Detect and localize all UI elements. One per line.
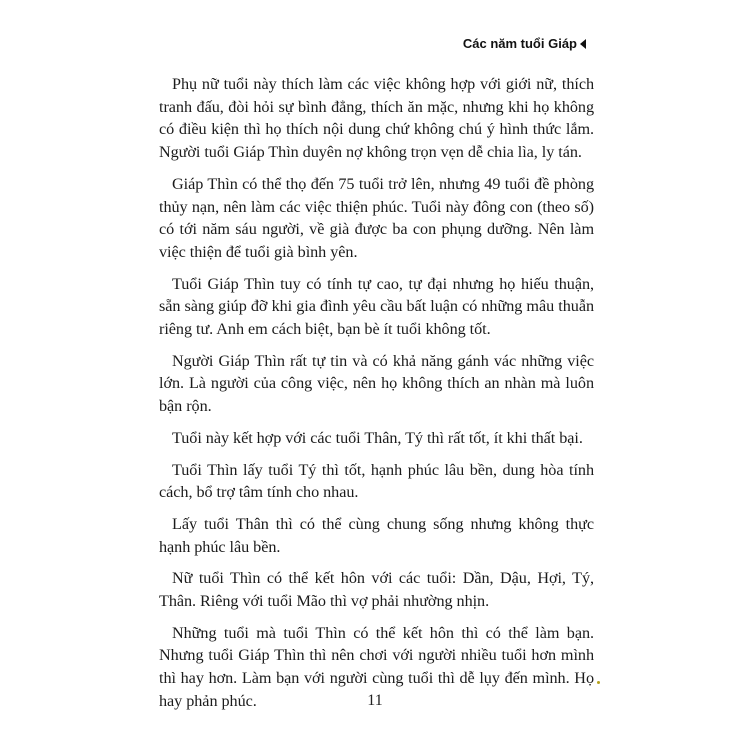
paragraph: Nữ tuổi Thìn có thể kết hôn với các tuổi: Dần, Dậu, Hợi, Tý, Thân. Riêng với tuổi Mão thì vợ phải nhường nhịn. xyxy=(159,569,594,611)
paragraph: Phụ nữ tuổi này thích làm các việc không hợp với giới nữ, thích tranh đấu, đòi hỏi sự bình đẳng, thích ăn mặc, nhưng khi họ không có điều kiện thì họ thích nội dung chứ không chú ý hình thức lắm. Người tuổi Giáp Thìn duyên nợ không trọn vẹn dễ chia lìa, ly tán. xyxy=(159,75,594,162)
paragraph: Giáp Thìn có thể thọ đến 75 tuổi trở lên, nhưng 49 tuổi đề phòng thủy nạn, nên làm các việc thiện phúc. Tuổi này đông con (theo số) có tới năm sáu người, về già được ba con phụng dưỡng. Nên làm việc thiện để tuổi già bình yên. xyxy=(159,174,594,261)
paragraph: Những tuổi mà tuổi Thìn có thể kết hôn thì có thể làm bạn. Nhưng tuổi Giáp Thìn thì nên chơi với người nhiều tuổi hơn mình thì hay hơn. Làm bạn với người cùng tuổi thì dễ lụy đến mình. Họ hay phản phúc. xyxy=(159,623,594,710)
paragraph: Lấy tuổi Thân thì có thể cùng chung sống nhưng không thực hạnh phúc lâu bền. xyxy=(159,514,594,556)
running-header xyxy=(463,36,586,51)
print-speck xyxy=(597,681,600,684)
left-triangle-icon xyxy=(580,39,586,49)
paragraph: Tuổi này kết hợp với các tuổi Thân, Tý thì rất tốt, ít khi thất bại. xyxy=(172,428,583,447)
chapter-title: Các năm tuổi Giáp xyxy=(462,36,577,51)
body-text xyxy=(159,73,594,722)
page-number: 11 xyxy=(367,692,383,709)
paragraph: Tuổi Thìn lấy tuổi Tý thì tốt, hạnh phúc lâu bền, dung hòa tính cách, bổ trợ tâm tính cho nhau. xyxy=(159,460,594,502)
paragraph: Người Giáp Thìn rất tự tin và có khả năng gánh vác những việc lớn. Là người của công việc, nên họ không thích an nhàn mà luôn bận rộn. xyxy=(159,351,594,416)
paragraph: Tuổi Giáp Thìn tuy có tính tự cao, tự đại nhưng họ hiếu thuận, sẵn sàng giúp đỡ khi gia đình yêu cầu bất luận có những mâu thuẫn riêng tư. Anh em cách biệt, bạn bè ít tuổi không tốt. xyxy=(159,274,594,339)
